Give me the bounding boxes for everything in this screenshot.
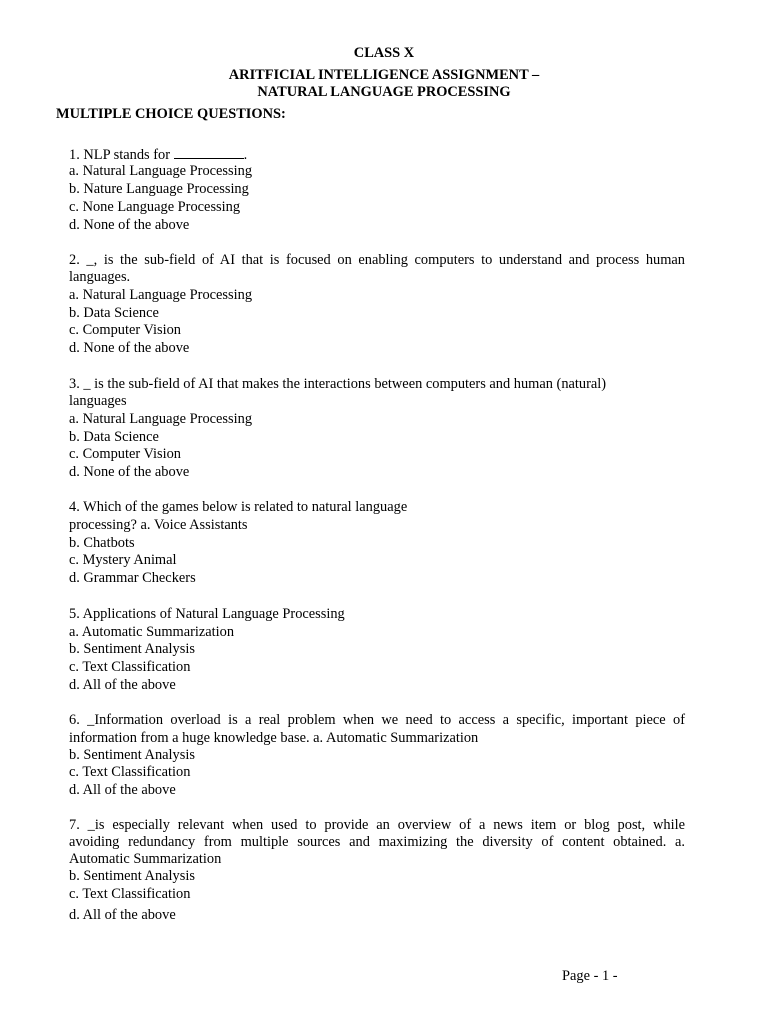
class-heading: CLASS X xyxy=(353,45,415,61)
assignment-subtitle: NATURAL LANGUAGE PROCESSING xyxy=(257,84,511,100)
option-c: c. Text Classification xyxy=(69,659,191,675)
option-b: b. Data Science xyxy=(69,429,159,445)
option-b: b. Data Science xyxy=(69,305,159,321)
option-c: c. Computer Vision xyxy=(69,446,181,462)
question-4-stem-line2: processing? a. Voice Assistants xyxy=(69,517,248,533)
option-a: a. Automatic Summarization xyxy=(69,624,235,640)
question-1-text: 1. NLP stands for xyxy=(69,147,170,163)
question-7-stem-line3: Automatic Summarization xyxy=(69,851,222,867)
question-6-stem-line2: information from a huge knowledge base. a. Automatic Summarization xyxy=(69,730,479,746)
option-d: d. Grammar Checkers xyxy=(69,570,196,586)
page-number: Page - 1 - xyxy=(562,968,618,984)
option-b: b. Sentiment Analysis xyxy=(69,641,195,657)
option-b: b. Nature Language Processing xyxy=(69,181,249,197)
option-d: d. None of the above xyxy=(69,340,190,356)
option-c: c. Mystery Animal xyxy=(69,552,177,568)
option-a: a. Natural Language Processing xyxy=(69,411,253,427)
option-d: d. All of the above xyxy=(69,677,176,693)
section-heading: MULTIPLE CHOICE QUESTIONS: xyxy=(56,106,286,122)
option-a: a. Natural Language Processing xyxy=(69,163,253,179)
option-d: d. None of the above xyxy=(69,217,190,233)
question-7-stem-line1: 7. _is especially relevant when used to provide an overview of a news item or blog post, while xyxy=(69,817,685,833)
question-3-stem-line2: languages xyxy=(69,393,127,409)
question-4-stem-line1: 4. Which of the games below is related to natural language xyxy=(69,499,408,515)
option-a: a. Natural Language Processing xyxy=(69,287,253,303)
question-6-stem-line1: 6. _Information overload is a real problem when we need to access a specific, important piece of xyxy=(69,712,685,728)
option-d: d. All of the above xyxy=(69,907,176,923)
option-c: c. Computer Vision xyxy=(69,322,181,338)
question-5-stem: 5. Applications of Natural Language Processing xyxy=(69,606,345,622)
question-7-stem-line2: avoiding redundancy from multiple sources and maximizing the diversity of content obtained. a. xyxy=(69,834,685,850)
option-d: d. None of the above xyxy=(69,464,190,480)
option-b: b. Sentiment Analysis xyxy=(69,868,195,884)
option-c: c. Text Classification xyxy=(69,886,191,902)
answer-blank xyxy=(174,146,244,159)
question-2-stem-line2: languages. xyxy=(69,269,131,285)
question-1-stem xyxy=(69,146,247,164)
question-1-period: . xyxy=(243,147,248,163)
assignment-title: ARITFICIAL INTELLIGENCE ASSIGNMENT – xyxy=(228,67,540,83)
question-3-stem-line1: 3. _ is the sub-field of AI that makes the interactions between computers and human (natural) xyxy=(69,376,607,392)
question-2-stem-line1: 2. _, is the sub-field of AI that is focused on enabling computers to understand and process human xyxy=(69,252,685,268)
option-c: c. None Language Processing xyxy=(69,199,241,215)
option-c: c. Text Classification xyxy=(69,764,191,780)
option-d: d. All of the above xyxy=(69,782,176,798)
option-b: b. Sentiment Analysis xyxy=(69,747,195,763)
option-b: b. Chatbots xyxy=(69,535,135,551)
